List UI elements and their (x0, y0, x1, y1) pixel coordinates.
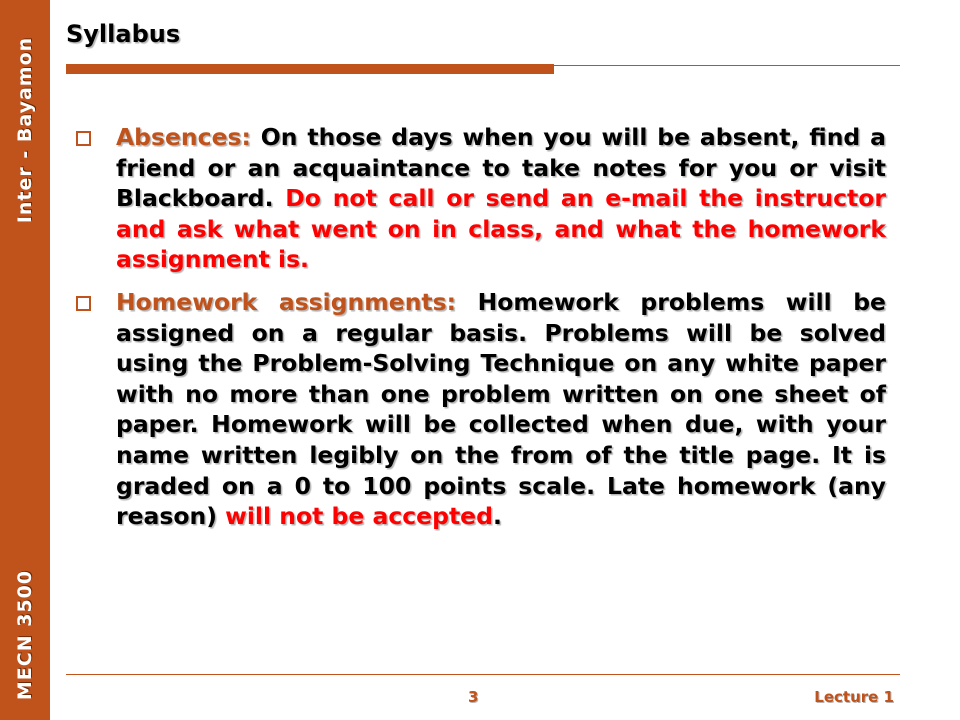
title-underline-bar (66, 64, 554, 74)
institution-label: Inter - Bayamon (14, 36, 36, 224)
hollow-square-icon (76, 296, 91, 311)
course-code-label: MECN 3500 (14, 569, 36, 701)
bullet-highlight: Do not call or send an e-mail the instructor and ask what went on in class, and what the homework assignment is. (116, 184, 886, 274)
sidebar (0, 0, 50, 720)
slide-content (66, 122, 886, 544)
bullet-text: On those days when you will be absent, find a friend or an acquaintance to take notes for you or visit Blackboard. (116, 123, 886, 213)
slide-title: Syllabus (66, 20, 181, 48)
page-number: 3 (468, 688, 479, 706)
bullet-term: Homework assignments: (116, 287, 457, 316)
bullet-tail: . (492, 502, 502, 531)
bullet-homework (66, 287, 886, 532)
bullet-text: Homework problems will be assigned on a regular basis. Problems will be solved using the Problem-Solving Technique on any white paper with no more than one problem written on one sheet of paper. Homework will be collected when due, with your name written legibly on the from of the title page. It is graded on a 0 to 100 points scale. Late homework (any reason) (116, 287, 886, 531)
title-underline-rule (554, 65, 900, 66)
bullet-term: Absences: (116, 123, 251, 151)
bullet-absences (66, 122, 886, 275)
hollow-square-icon (76, 131, 91, 146)
lecture-label: Lecture 1 (814, 688, 894, 706)
footer-rule (66, 674, 900, 675)
bullet-highlight: will not be accepted (225, 502, 493, 531)
